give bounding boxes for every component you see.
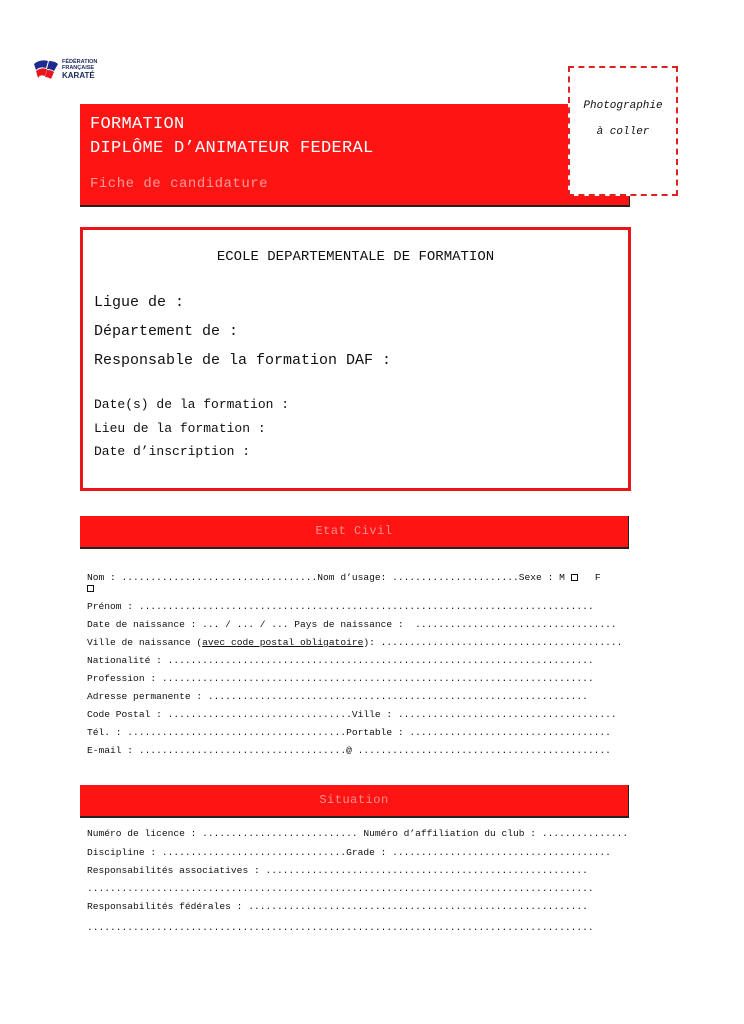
ecole-title: ECOLE DEPARTEMENTALE DE FORMATION [216, 249, 495, 265]
photo-label-1: Photographie [583, 100, 663, 112]
resp-asso-field[interactable]: Responsabilités associatives : ........................................................ [87, 865, 588, 876]
photo-box[interactable] [568, 66, 678, 196]
sexe-f-label: F [577, 572, 601, 583]
responsable-field[interactable]: Responsable de la formation DAF : [94, 352, 392, 369]
header-title-2: DIPLÔME D’ANIMATEUR FEDERAL [90, 139, 374, 158]
nom-label: Nom : ..................................Nom d’usage: ......................Sexe : M [87, 572, 571, 583]
situation-heading: Situation [319, 793, 389, 807]
departement-field[interactable]: Département de : [94, 323, 239, 340]
resp-asso-continuation[interactable]: ........................................................................................ [87, 883, 594, 894]
ville-prefix: Ville de naissance ( [87, 637, 203, 648]
form-header [80, 104, 630, 207]
ville-suffix: ): .......................................... [363, 637, 623, 648]
naissance-field[interactable]: Date de naissance : ... / ... / ... Pays de naissance : ................................... [87, 619, 617, 630]
licence-field[interactable]: Numéro de licence : ........................... Numéro d’affiliation du club : ............... [87, 828, 629, 839]
dates-formation-field[interactable]: Date(s) de la formation : [94, 397, 290, 412]
ffk-logo [32, 57, 122, 83]
sexe-f-checkbox-row [87, 583, 94, 594]
header-title-1: FORMATION [90, 115, 185, 134]
resp-fed-continuation[interactable]: ........................................................................................ [87, 922, 594, 933]
sexe-f-checkbox[interactable] [87, 585, 94, 592]
prenom-field[interactable]: Prénom : ............................................................................... [87, 601, 594, 612]
header-subtitle: Fiche de candidature [90, 176, 269, 192]
adresse-field[interactable]: Adresse permanente : .................................................................. [87, 691, 588, 702]
logo-text [62, 59, 122, 80]
ville-naissance-field[interactable] [87, 637, 622, 648]
ecole-box [80, 227, 631, 491]
discipline-field[interactable]: Discipline : ................................Grade : ...................................... [87, 847, 611, 858]
nationalite-field[interactable]: Nationalité : .......................................................................... [87, 655, 594, 666]
tel-field[interactable]: Tél. : ......................................Portable : ................................... [87, 727, 611, 738]
logo-line-2: FRANÇAISE [62, 65, 95, 71]
profession-field[interactable]: Profession : ........................................................................... [87, 673, 594, 684]
nom-line[interactable] [87, 572, 601, 583]
karate-fist-logo-icon [32, 58, 60, 82]
etat-civil-heading-bar [80, 516, 629, 549]
situation-heading-bar [80, 785, 629, 818]
resp-fed-field[interactable]: Responsabilités fédérales : ........................................................... [87, 901, 588, 912]
etat-civil-heading: Etat Civil [315, 524, 393, 538]
ville-requirement: avec code postal obligatoire [202, 637, 364, 648]
code-postal-field[interactable]: Code Postal : ................................Ville : ...................................... [87, 709, 617, 720]
lieu-formation-field[interactable]: Lieu de la formation : [94, 421, 266, 436]
date-inscription-field[interactable]: Date d’inscription : [94, 444, 251, 459]
photo-label-2: à coller [596, 126, 650, 138]
email-field[interactable]: E-mail : ....................................@ ............................................ [87, 745, 611, 756]
ligue-field[interactable]: Ligue de : [94, 294, 185, 311]
logo-line-1: FÉDÉRATION [62, 59, 98, 65]
sexe-m-checkbox[interactable] [571, 574, 578, 581]
logo-line-3: KARATÉ [62, 71, 95, 80]
